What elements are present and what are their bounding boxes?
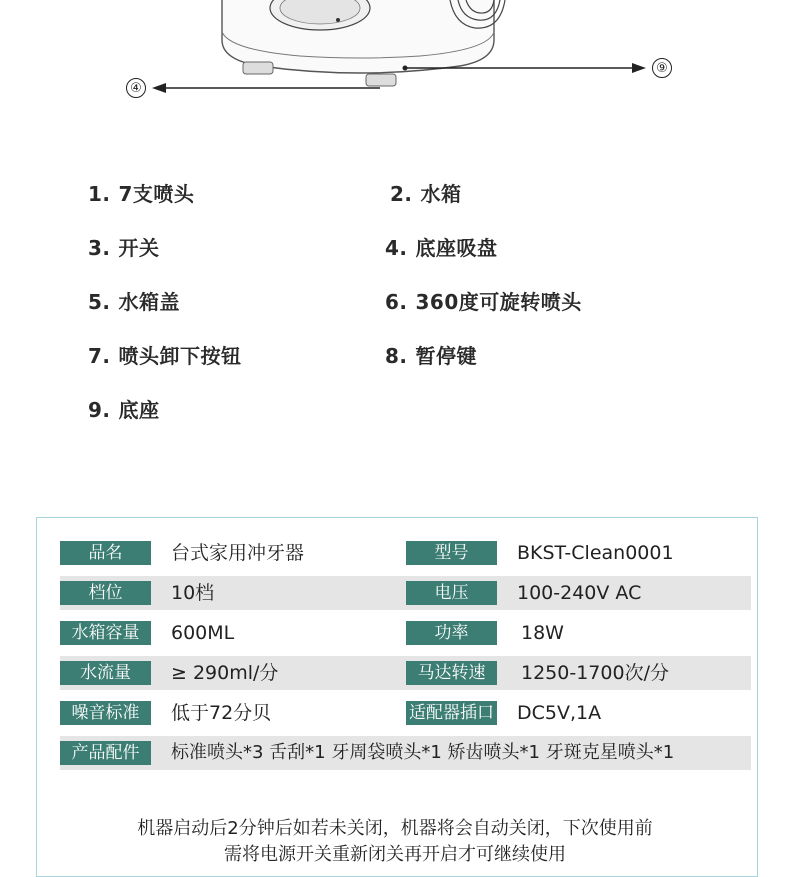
spec-value: 18W [521,622,564,644]
part-4 [385,232,498,261]
part-7 [88,340,242,369]
part-label: 水箱 [420,182,462,206]
spec-row-noise [60,696,751,730]
part-2 [390,178,462,207]
spec-label: 产品配件 [60,741,151,765]
spec-label: 档位 [60,581,151,605]
spec-row-flow [60,656,751,690]
spec-label: 品名 [60,541,151,565]
part-number: 5. [88,290,111,314]
spec-label: 适配器插口 [406,701,497,725]
part-number: 3. [88,236,111,260]
product-diagram [0,0,790,110]
auto-off-note-line-1: 机器启动后2分钟后如若未关闭，机器将会自动关闭，下次使用前 [137,818,653,839]
spec-label: 型号 [406,541,497,565]
part-number: 7. [88,344,111,368]
callout-9: ⑨ [652,58,672,78]
spec-label: 水箱容量 [60,621,151,645]
part-number: 8. [385,344,408,368]
spec-label: 电压 [406,581,497,605]
part-8 [385,340,477,369]
spec-value: DC5V,1A [517,702,602,724]
auto-off-note-line-2: 需将电源开关重新闭关再开启才可继续使用 [224,844,566,865]
part-number: 9. [88,398,111,422]
spec-value: 标准喷头*3 舌刮*1 牙周袋喷头*1 矫齿喷头*1 牙斑克星喷头*1 [171,742,675,763]
spec-value: BKST-Clean0001 [517,542,674,564]
foot-left [243,62,273,74]
part-number: 2. [390,182,413,206]
part-label: 喷头卸下按钮 [118,344,242,368]
spec-value: 600ML [171,622,235,644]
part-label: 7支喷头 [118,182,195,206]
part-label: 底座吸盘 [415,236,498,260]
spec-value: 低于72分贝 [171,702,272,724]
part-6 [385,286,582,315]
spec-label: 马达转速 [406,661,497,685]
spec-row-gear [60,576,751,610]
part-number: 1. [88,182,111,206]
spec-value: ≥ 290ml/分 [171,662,279,684]
spec-row-accessories [60,736,751,770]
spec-value: 10档 [171,582,215,604]
part-label: 360度可旋转喷头 [415,290,582,314]
part-label: 底座 [118,398,160,422]
part-label: 暂停键 [415,344,478,368]
part-label: 水箱盖 [118,290,181,314]
part-label: 开关 [118,236,160,260]
spec-value: 台式家用冲牙器 [171,542,305,564]
part-1 [88,178,194,207]
spec-label: 噪音标准 [60,701,151,725]
spec-row-name [60,536,751,570]
spec-value: 1250-1700次/分 [521,662,669,684]
part-5 [88,286,180,315]
part-9 [88,394,160,423]
part-number: 4. [385,236,408,260]
spec-label: 功率 [406,621,497,645]
part-number: 6. [385,290,408,314]
spec-row-tank [60,616,751,650]
foot-right [366,74,396,86]
spec-label: 水流量 [60,661,151,685]
part-3 [88,232,160,261]
callout-4: ④ [126,78,146,98]
spec-value: 100-240V AC [517,582,642,604]
